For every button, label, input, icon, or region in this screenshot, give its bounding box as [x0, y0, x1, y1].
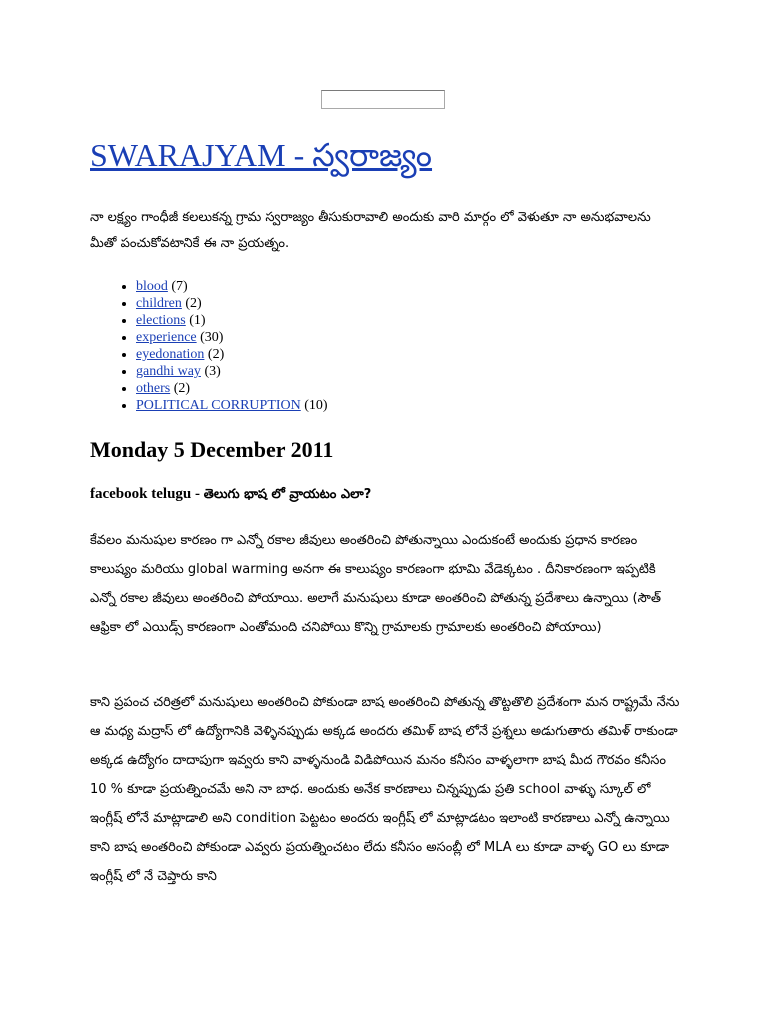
- blog-description: నా లక్ష్యం గాంధీజీ కలలుకన్న గ్రామ స్వరాజ్యం తీసుకురావాలి అందుకు వారి మార్గం లో వెళుతూ నా అనుభవాలను మీతో పంచుకోవటానికే ఈ నా ప్రయత్నం.: [90, 210, 651, 251]
- label-link[interactable]: elections: [136, 313, 186, 328]
- label-count: (7): [171, 279, 188, 294]
- label-item: [136, 346, 328, 363]
- label-link[interactable]: children: [136, 296, 182, 311]
- label-count: (1): [189, 313, 206, 328]
- label-link[interactable]: POLITICAL CORRUPTION: [136, 398, 301, 413]
- search-input[interactable]: [321, 90, 445, 109]
- post-paragraph: కాని ప్రపంచ చరిత్రలో మనుషులు అంతరించి పోకుండా బాష అంతరించి పోతున్న తొట్టతొలి ప్రదేశంగా మన రాష్ట్రమే నేను ఆ మధ్య మద్రాస్ లో ఉద్యోగానికి వెళ్ళినప్పుడు అక్కడ అందరు తమిళ్ బాష లోనే ప్రశ్నలు అడుగుతారు తమిళ్ రాకుండా అక్కడ ఉద్యోగం దాదాపుగా ఇవ్వరు కాని వాళ్ళనుండి విడిపోయిన మనం కనీసం వాళ్ళలాగా బాష మీద గౌరవం కనీసం 10 % కూడా ప్రయత్నించమే అని నా బాధ. అందుకు అనేక కారణాలు చిన్నప్పుడు ప్రతి school వాళ్ళు స్కూల్ లో ఇంగ్లీష్ లోనే మాట్లాడాలి అని condition పెట్టటం అందరు ఇంగ్లీష్ లో మాట్లాడటం ఇలాంటి కారణాలు ఎన్నో ఉన్నాయి కాని బాష అంతరించి పోకుండా ఎవ్వరు ప్రయత్నించటం లేదు కనీసం అసంబ్లీ లో MLA లు కూడా వాళ్ళ GO లు కూడా ఇంగ్లీష్ లో నే చెప్తారు కాని: [90, 695, 680, 884]
- blog-title-link[interactable]: SWARAJYAM - స్వరాజ్యం: [90, 137, 433, 173]
- labels-list: [90, 278, 328, 414]
- label-link[interactable]: experience: [136, 330, 197, 345]
- post-date: Monday 5 December 2011: [90, 437, 334, 462]
- label-item: [136, 329, 328, 346]
- post-title-english: facebook telugu -: [90, 486, 204, 502]
- label-item: [136, 380, 328, 397]
- label-link[interactable]: gandhi way: [136, 364, 201, 379]
- post-title-telugu: తెలుగు భాష లో వ్రాయటం ఎలా?: [203, 487, 372, 502]
- label-item: [136, 278, 328, 295]
- post-title: [90, 484, 371, 505]
- label-count: (10): [304, 398, 328, 413]
- label-count: (2): [207, 347, 225, 362]
- post-paragraph: కేవలం మనుషుల కారణం గా ఎన్నో రకాల జీవులు అంతరించి పోతున్నాయి ఎందుకంటే అందుకు ప్రధాన కారణం కాలుష్యం మరియు global warming అనగా ఈ కాలుష్యం కారణంగా భూమి వేడెక్కటం . దీనికారణంగా ఇప్పటికి ఎన్నో రకాల జీవులు అంతరించి పోయాయి. అలాగే మనుషులు కూడా అంతరించి పోతున్న ప్రదేశాలు ఉన్నాయి (సౌత్ ఆఫ్రికా లో ఎయిడ్స్ కారణంగా ఎంతోమంది చనిపోయి కొన్ని గ్రామాలకు గ్రామాలకు అంతరించి పోయాయి): [90, 533, 661, 635]
- label-count: (30): [200, 330, 224, 345]
- label-link[interactable]: others: [136, 381, 171, 396]
- label-count: (2): [173, 381, 191, 396]
- label-count: (3): [204, 364, 221, 379]
- blog-title: [90, 130, 432, 180]
- label-link[interactable]: blood: [136, 279, 168, 294]
- label-item: [136, 397, 328, 414]
- label-link[interactable]: eyedonation: [136, 347, 205, 362]
- label-item: [136, 312, 328, 329]
- label-item: [136, 295, 328, 312]
- label-count: (2): [185, 296, 202, 311]
- label-item: [136, 363, 328, 380]
